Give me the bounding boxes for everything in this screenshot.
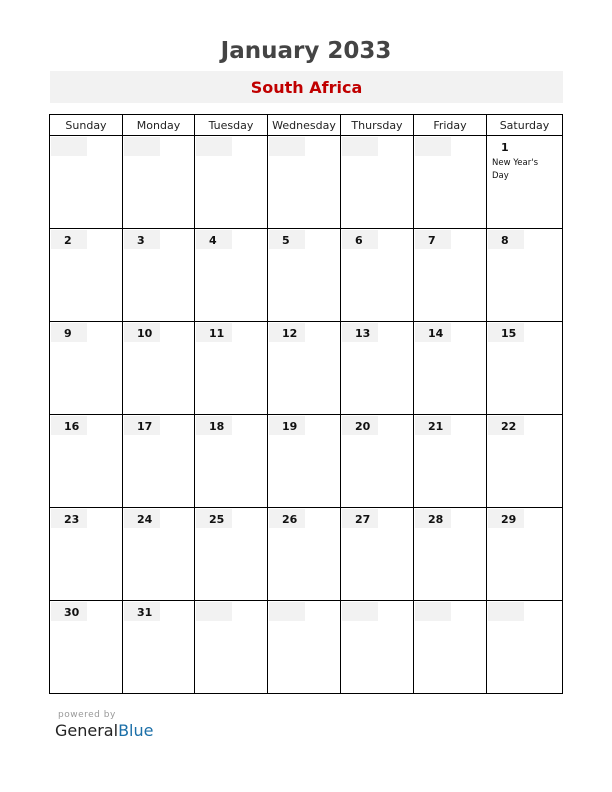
day-number: 26: [282, 513, 298, 526]
day-cell[interactable]: [50, 229, 123, 322]
day-number-box: [415, 137, 451, 156]
day-number: 23: [64, 513, 80, 526]
day-number-box: [342, 137, 378, 156]
brand-general: General: [55, 721, 119, 740]
day-number-box: [124, 323, 160, 342]
weekday-saturday: Saturday: [487, 115, 563, 136]
calendar-week-row: [50, 136, 563, 229]
day-number: 30: [64, 606, 80, 619]
day-number-box: [196, 602, 232, 621]
day-number: 14: [428, 327, 444, 340]
day-number-box: [269, 230, 305, 249]
day-number: 25: [209, 513, 225, 526]
day-number-box: [269, 509, 305, 528]
day-cell[interactable]: [268, 136, 341, 229]
day-number-box: [342, 416, 378, 435]
day-number: 12: [282, 327, 298, 340]
day-cell[interactable]: [268, 229, 341, 322]
country-banner: [50, 71, 563, 103]
day-number-box: [415, 416, 451, 435]
day-number: 8: [501, 234, 509, 247]
day-number: 15: [501, 327, 517, 340]
day-number-box: [415, 509, 451, 528]
day-cell[interactable]: [123, 508, 195, 601]
day-cell[interactable]: [487, 322, 563, 415]
calendar-week-row: [50, 508, 563, 601]
day-number-box: [488, 509, 524, 528]
day-cell[interactable]: [414, 508, 487, 601]
day-cell[interactable]: [123, 601, 195, 694]
day-number: 24: [137, 513, 153, 526]
day-number: 17: [137, 420, 153, 433]
day-cell[interactable]: [50, 601, 123, 694]
day-number: 21: [428, 420, 444, 433]
day-cell[interactable]: [268, 322, 341, 415]
day-cell[interactable]: [341, 322, 414, 415]
day-number-box: [342, 323, 378, 342]
day-number-box: [488, 323, 524, 342]
weekday-thursday: Thursday: [341, 115, 414, 136]
day-cell[interactable]: [50, 415, 123, 508]
day-cell[interactable]: [195, 601, 268, 694]
powered-by-label: powered by: [58, 710, 116, 720]
day-cell[interactable]: [195, 136, 268, 229]
day-number: 16: [64, 420, 80, 433]
day-number: 27: [355, 513, 371, 526]
day-cell[interactable]: [123, 136, 195, 229]
day-number-box: [269, 323, 305, 342]
day-number-box: [269, 137, 305, 156]
calendar-week-row: [50, 229, 563, 322]
day-cell[interactable]: [414, 229, 487, 322]
day-number-box: [51, 230, 87, 249]
calendar-body: [50, 136, 563, 694]
day-cell[interactable]: [414, 601, 487, 694]
day-number-box: [488, 230, 524, 249]
day-cell[interactable]: [268, 415, 341, 508]
day-cell[interactable]: [50, 322, 123, 415]
weekday-tuesday: Tuesday: [195, 115, 268, 136]
calendar-grid: [49, 114, 563, 694]
day-number-box: [415, 323, 451, 342]
day-number-box: [124, 416, 160, 435]
day-number-box: [196, 230, 232, 249]
day-cell[interactable]: [341, 508, 414, 601]
day-number: 20: [355, 420, 371, 433]
day-cell[interactable]: [268, 508, 341, 601]
day-cell[interactable]: [123, 415, 195, 508]
day-number-box: [488, 137, 524, 156]
weekday-friday: Friday: [414, 115, 487, 136]
calendar-week-row: [50, 415, 563, 508]
day-cell[interactable]: [123, 229, 195, 322]
day-number: 11: [209, 327, 225, 340]
day-number-box: [196, 323, 232, 342]
day-number: 18: [209, 420, 225, 433]
day-cell[interactable]: [341, 415, 414, 508]
day-number-box: [488, 602, 524, 621]
day-number-box: [124, 137, 160, 156]
calendar-title: January 2033: [220, 38, 392, 64]
day-number-box: [488, 416, 524, 435]
day-number: 3: [137, 234, 145, 247]
day-number-box: [124, 230, 160, 249]
generalblue-logo[interactable]: [55, 721, 153, 740]
holiday-label: New Year's Day: [492, 158, 539, 181]
day-number-box: [415, 602, 451, 621]
brand-blue: Blue: [118, 721, 154, 740]
day-cell[interactable]: [414, 136, 487, 229]
day-number-box: [51, 416, 87, 435]
day-number-box: [51, 137, 87, 156]
day-number: 19: [282, 420, 298, 433]
weekday-wednesday: Wednesday: [268, 115, 341, 136]
day-number: 1: [501, 141, 509, 154]
day-cell[interactable]: [487, 508, 563, 601]
day-cell[interactable]: [195, 508, 268, 601]
day-number-box: [124, 602, 160, 621]
day-number: 13: [355, 327, 371, 340]
day-cell[interactable]: [268, 601, 341, 694]
day-number-box: [196, 137, 232, 156]
day-cell[interactable]: [414, 322, 487, 415]
day-number: 22: [501, 420, 517, 433]
day-cell[interactable]: [487, 229, 563, 322]
day-number-box: [51, 602, 87, 621]
weekday-sunday: Sunday: [50, 115, 123, 136]
day-number: 9: [64, 327, 72, 340]
day-cell[interactable]: [195, 229, 268, 322]
day-cell[interactable]: [195, 322, 268, 415]
calendar-week-row: [50, 322, 563, 415]
day-number: 28: [428, 513, 444, 526]
day-number: 10: [137, 327, 153, 340]
day-number-box: [342, 602, 378, 621]
day-cell[interactable]: [50, 508, 123, 601]
day-number-box: [342, 230, 378, 249]
day-number: 4: [209, 234, 217, 247]
day-number-box: [124, 509, 160, 528]
day-number-box: [51, 323, 87, 342]
day-cell[interactable]: [341, 229, 414, 322]
day-cell[interactable]: [123, 322, 195, 415]
day-number: 6: [355, 234, 363, 247]
weekday-monday: Monday: [123, 115, 195, 136]
day-cell[interactable]: [50, 136, 123, 229]
day-number: 31: [137, 606, 153, 619]
day-cell[interactable]: [341, 601, 414, 694]
day-cell[interactable]: [341, 136, 414, 229]
day-cell[interactable]: [487, 136, 563, 229]
day-cell[interactable]: [195, 415, 268, 508]
day-number: 2: [64, 234, 72, 247]
day-number-box: [196, 416, 232, 435]
day-number-box: [196, 509, 232, 528]
day-number-box: [269, 416, 305, 435]
day-number-box: [269, 602, 305, 621]
day-number: 29: [501, 513, 517, 526]
day-number: 5: [282, 234, 290, 247]
day-number-box: [51, 509, 87, 528]
day-cell[interactable]: [487, 601, 563, 694]
day-number-box: [342, 509, 378, 528]
day-cell[interactable]: [414, 415, 487, 508]
day-number: 7: [428, 234, 436, 247]
country-name: South Africa: [250, 78, 363, 97]
weekday-header-row: [50, 115, 563, 136]
day-cell[interactable]: [487, 415, 563, 508]
day-number-box: [415, 230, 451, 249]
calendar-week-row: [50, 601, 563, 694]
